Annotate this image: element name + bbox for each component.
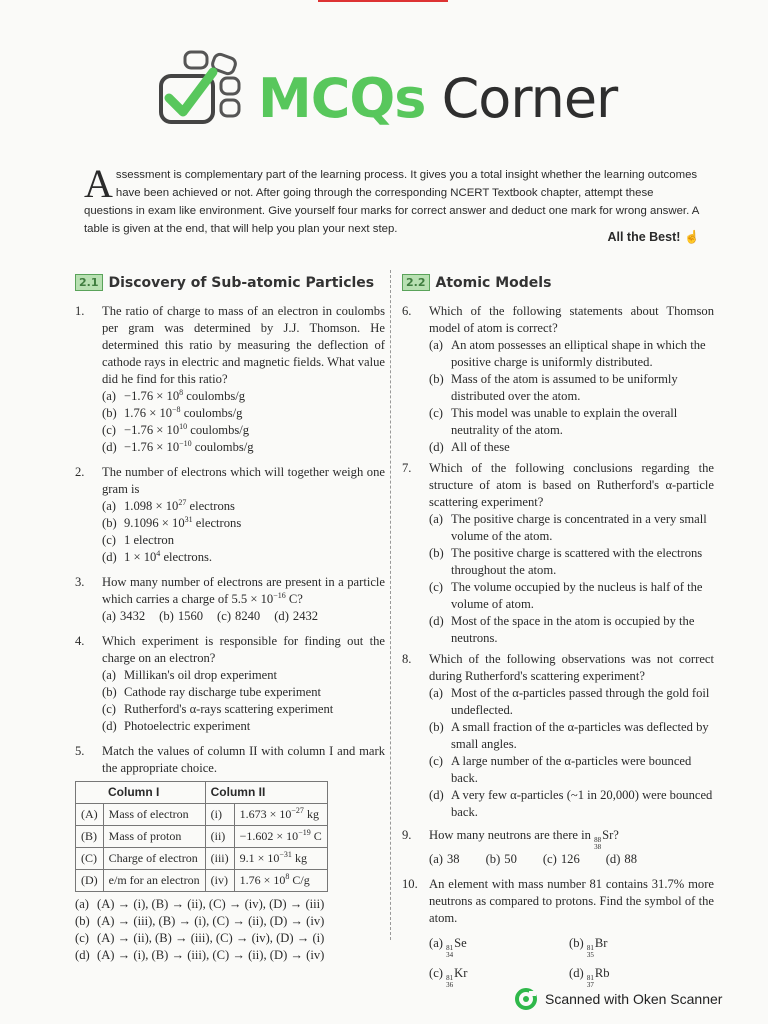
option-a <box>429 337 714 371</box>
option-a <box>429 511 714 545</box>
option-text: 1 electron <box>124 533 174 547</box>
column-2-cell <box>234 804 327 826</box>
cell-unit: C <box>310 829 322 843</box>
row-numeral: (i) <box>205 804 234 826</box>
row-numeral: (ii) <box>205 826 234 848</box>
option-d <box>429 439 714 456</box>
question-text: The number of electrons which will together weigh one gram is <box>102 465 385 496</box>
row-key: (D) <box>76 870 104 892</box>
nuclide-notation <box>594 837 601 851</box>
question-text: An element with mass number 81 contains 31.7% more neutrons as compared to protons. Find the symbol of the atom. <box>429 877 714 925</box>
option-label: (a) <box>102 609 116 623</box>
table-row <box>76 826 328 848</box>
exponent: −27 <box>291 806 304 815</box>
option-label: (b) <box>569 936 584 950</box>
option-label: (d) <box>102 719 117 733</box>
option-label: (a) <box>429 512 443 526</box>
exponent: 27 <box>178 498 187 507</box>
option-label: (c) <box>429 966 443 980</box>
option-text: 2432 <box>292 609 319 623</box>
option-unit: coulombs/g <box>191 440 254 454</box>
option-text: −1.76 × 10 <box>124 423 180 437</box>
cell-unit: kg <box>303 807 319 821</box>
option-d <box>429 613 714 647</box>
option-text: Most of the α-particles passed through the gold foil undeflected. <box>451 686 710 717</box>
option-text: −1.76 × 10 <box>124 440 180 454</box>
option-c <box>543 851 580 868</box>
option-text: (A) → (iii), (B) → (i), (C) → (ii), (D) → (iv) <box>97 914 325 928</box>
row-numeral: (iv) <box>205 870 234 892</box>
section-title: Discovery of Sub-atomic Particles <box>108 274 375 291</box>
question-text-unit: C? <box>285 592 303 606</box>
option-label: (c) <box>102 533 116 547</box>
option-text: The positive charge is scattered with the electrons throughout the atom. <box>451 546 703 577</box>
question-8 <box>402 651 714 821</box>
option-text: 1.098 × 10 <box>124 499 179 513</box>
question-6 <box>402 303 714 456</box>
option-text: The positive charge is concentrated in a very small volume of the atom. <box>451 512 707 543</box>
option-label: (b) <box>429 720 444 734</box>
option-text: 9.1096 × 10 <box>124 516 185 530</box>
question-number: 2. <box>75 465 85 479</box>
option-label: (c) <box>429 754 443 768</box>
option-label: (d) <box>102 550 117 564</box>
cell-value: 1.76 × 10 <box>239 873 286 887</box>
section-title: Atomic Models <box>435 274 552 291</box>
question-4 <box>75 633 385 735</box>
atomic-number: 35 <box>586 951 594 959</box>
option-text: All of these <box>451 440 510 454</box>
mass-number: 81 <box>586 974 594 982</box>
question-1 <box>75 303 385 456</box>
option-label: (d) <box>429 788 444 802</box>
option-label: (d) <box>274 609 289 623</box>
option-label: (c) <box>429 580 443 594</box>
pointing-hand-icon: ☝ <box>684 230 700 244</box>
option-unit: electrons <box>192 516 242 530</box>
section-header-2-2 <box>402 274 551 291</box>
option-b <box>429 719 714 753</box>
option-text: A small fraction of the α-particles was deflected by small angles. <box>451 720 709 751</box>
option-b <box>102 405 385 422</box>
option-text: Photoelectric experiment <box>124 719 251 733</box>
option-label: (b) <box>102 516 117 530</box>
column-1-cell: Mass of electron <box>103 804 205 826</box>
top-edge-line <box>318 0 448 2</box>
option-a <box>102 388 385 405</box>
cell-unit: kg <box>291 851 307 865</box>
option-b <box>102 515 385 532</box>
option-label: (a) <box>429 936 443 950</box>
option-label: (c) <box>429 406 443 420</box>
option-a <box>102 608 145 625</box>
atomic-number: 34 <box>446 951 454 959</box>
question-9 <box>402 827 714 868</box>
option-text: Millikan's oil drop experiment <box>124 668 278 682</box>
option-text: 1 × 10 <box>124 550 157 564</box>
option-unit: electrons. <box>160 550 213 564</box>
option-a <box>102 498 385 515</box>
option-a <box>75 896 385 913</box>
option-unit: coulombs/g <box>187 423 250 437</box>
option-c <box>429 965 569 989</box>
option-label: (c) <box>75 931 89 945</box>
cell-value: 9.1 × 10 <box>239 851 280 865</box>
question-number: 5. <box>75 744 85 758</box>
options-grid <box>429 935 714 989</box>
option-unit: electrons <box>186 499 235 513</box>
option-text: A very few α-particles (~1 in 20,000) were bounced back. <box>451 788 713 819</box>
atomic-number: 36 <box>446 981 454 989</box>
option-c <box>217 608 260 625</box>
question-2 <box>75 464 385 566</box>
option-label: (b) <box>102 685 117 699</box>
option-unit: coulombs/g <box>180 406 243 420</box>
option-text: This model was unable to explain the overall neutrality of the atom. <box>451 406 678 437</box>
oken-scanner-logo-icon <box>515 988 537 1010</box>
element-symbol: Br <box>594 936 608 950</box>
option-text: (A) → (ii), (B) → (iii), (C) → (iv), (D) → (i) <box>97 931 325 945</box>
option-label: (d) <box>605 852 621 866</box>
cell-value: 1.673 × 10 <box>239 807 292 821</box>
option-d <box>569 965 709 989</box>
option-b <box>569 935 709 959</box>
option-text: (A) → (i), (B) → (iii), (C) → (ii), (D) → (iv) <box>97 948 325 962</box>
question-text: Which experiment is responsible for finding out the charge on an electron? <box>102 634 385 665</box>
exponent: −16 <box>273 591 286 600</box>
option-label: (c) <box>217 609 232 623</box>
element-symbol: Se <box>454 936 467 950</box>
option-label: (b) <box>159 609 174 623</box>
question-number: 10. <box>402 877 418 891</box>
option-text: (A) → (i), (B) → (ii), (C) → (iv), (D) → (iii) <box>97 897 325 911</box>
mass-number: 88 <box>594 836 602 844</box>
option-text: 126 <box>560 852 580 866</box>
option-d <box>102 718 385 735</box>
question-text <box>429 827 714 851</box>
element-symbol: Kr <box>454 966 468 980</box>
cell-value: −1.602 × 10 <box>239 829 299 843</box>
option-c <box>429 753 714 787</box>
intro-paragraph <box>84 161 700 238</box>
atomic-number: 37 <box>586 981 594 989</box>
option-text: 50 <box>504 852 517 866</box>
option-d <box>102 439 385 456</box>
row-key: (C) <box>76 848 104 870</box>
title-mcqs: MCQs <box>258 67 426 130</box>
question-10 <box>402 876 714 989</box>
question-5 <box>75 743 385 777</box>
column-1-cell: e/m for an electron <box>103 870 205 892</box>
exponent: 10 <box>179 422 188 431</box>
option-a <box>102 667 385 684</box>
right-column <box>402 303 714 989</box>
option-a <box>429 685 714 719</box>
match-table <box>75 781 328 892</box>
options-row <box>102 608 385 625</box>
column-1-cell: Mass of proton <box>103 826 205 848</box>
exponent: −10 <box>179 439 192 448</box>
option-text: An atom possesses an elliptical shape in which the positive charge is uniformly distributed. <box>451 338 706 369</box>
question-text: Which of the following observations was not correct during Rutherford's scattering experiment? <box>429 652 714 683</box>
column-1-cell: Charge of electron <box>103 848 205 870</box>
option-label: (d) <box>102 440 117 454</box>
option-text: −1.76 × 10 <box>124 389 180 403</box>
column-2-cell <box>234 826 327 848</box>
title-corner: Corner <box>441 67 618 130</box>
row-key: (B) <box>76 826 104 848</box>
option-text: 8240 <box>235 609 261 623</box>
option-label: (a) <box>102 499 116 513</box>
exponent: −19 <box>298 828 311 837</box>
option-label: (d) <box>75 948 90 962</box>
option-label: (c) <box>542 852 557 866</box>
question-number: 9. <box>402 828 412 842</box>
mass-number: 81 <box>446 944 454 952</box>
question-number: 1. <box>75 304 85 318</box>
option-b <box>429 545 714 579</box>
exponent: 8 <box>179 388 184 397</box>
question-number: 6. <box>402 304 412 318</box>
nuclide-notation <box>587 975 594 989</box>
option-label: (c) <box>102 423 116 437</box>
question-number: 7. <box>402 461 412 475</box>
mass-number: 81 <box>586 944 594 952</box>
section-number: 2.1 <box>75 274 103 291</box>
option-c <box>429 405 714 439</box>
table-row <box>76 870 328 892</box>
option-label: (d) <box>429 440 444 454</box>
option-label: (b) <box>75 914 90 928</box>
question-number: 4. <box>75 634 85 648</box>
exponent: 31 <box>184 515 193 524</box>
exponent: −31 <box>279 850 292 859</box>
option-label: (b) <box>429 546 444 560</box>
option-c <box>102 701 385 718</box>
question-text: The ratio of charge to mass of an electron in coulombs per gram was determined by J.J. Thomson. He determined this ratio by measuring the deflection of cathode rays in electric and magnetic fields. What value did he find for this ratio? <box>102 304 385 386</box>
option-text: 88 <box>624 852 638 866</box>
question-text: Which of the following conclusions regarding the structure of atom is based on Rutherford's α-particle scattering experiment? <box>429 461 714 509</box>
options-row <box>429 851 714 868</box>
option-label: (a) <box>102 389 116 403</box>
question-3 <box>75 574 385 625</box>
column-header: Column II <box>205 782 327 804</box>
scanner-watermark <box>515 988 722 1010</box>
nuclide-notation <box>587 945 594 959</box>
intro-dropcap: A <box>84 161 113 206</box>
option-c <box>102 532 385 549</box>
option-d <box>606 851 637 868</box>
question-text: Which of the following statements about Thomson model of atom is correct? <box>429 304 714 335</box>
option-a <box>429 935 569 959</box>
option-label: (d) <box>429 614 444 628</box>
table-row <box>76 848 328 870</box>
question-text-main: How many number of electrons are present in a particle which carries a charge of 5.5 × 10 <box>102 575 385 606</box>
watermark-text: Scanned with Oken Scanner <box>545 991 723 1007</box>
option-d <box>102 549 385 566</box>
nuclide-notation <box>446 975 453 989</box>
column-header: Column I <box>76 782 206 804</box>
exponent: 8 <box>285 872 290 881</box>
option-label: (a) <box>102 668 116 682</box>
cell-unit: C/g <box>289 873 310 887</box>
mass-number: 81 <box>446 974 454 982</box>
option-label: (a) <box>429 852 443 866</box>
option-unit: coulombs/g <box>183 389 246 403</box>
option-label: (b) <box>102 406 117 420</box>
left-column <box>75 303 385 964</box>
option-text: Mass of the atom is assumed to be uniformly distributed over the atom. <box>451 372 678 403</box>
section-number: 2.2 <box>402 274 430 291</box>
option-d <box>75 947 385 964</box>
section-header-2-1 <box>75 274 374 291</box>
option-text: 1.76 × 10 <box>124 406 173 420</box>
option-label: (b) <box>429 372 444 386</box>
option-b <box>75 913 385 930</box>
question-text: Match the values of column II with column I and mark the appropriate choice. <box>102 744 385 775</box>
intro-text: ssessment is complementary part of the learning process. It gives you a total insight whether the learning outcomes have been achieved or not. After going through the corresponding NCERT Textbook chapter, attempt these questions in exam like environment. Give yourself four marks for correct answer and deduct one mark for wrong answer. A table is given at the end, that will help you plan your next step. <box>84 169 699 235</box>
table-header-row <box>76 782 328 804</box>
option-c <box>75 930 385 947</box>
exponent: 4 <box>156 549 161 558</box>
column-2-cell <box>234 870 327 892</box>
question-number: 3. <box>75 575 85 589</box>
option-label: (a) <box>75 897 89 911</box>
column-divider <box>390 270 391 940</box>
option-a <box>429 851 460 868</box>
option-d <box>274 608 318 625</box>
option-label: (a) <box>429 338 443 352</box>
atomic-number: 38 <box>594 843 602 851</box>
element-symbol: Sr? <box>602 828 619 842</box>
option-b <box>486 851 517 868</box>
sign-off <box>607 230 700 245</box>
option-text: Cathode ray discharge tube experiment <box>124 685 321 699</box>
element-symbol: Rb <box>594 966 610 980</box>
option-b <box>159 608 203 625</box>
row-numeral: (iii) <box>205 848 234 870</box>
table-row <box>76 804 328 826</box>
option-text: The volume occupied by the nucleus is half of the volume of atom. <box>451 580 703 611</box>
option-b <box>429 371 714 405</box>
option-b <box>102 684 385 701</box>
option-text: 1560 <box>177 609 204 623</box>
question-7 <box>402 460 714 647</box>
option-label: (a) <box>429 686 443 700</box>
option-text: Rutherford's α-rays scattering experiment <box>124 702 334 716</box>
checkbox-logo-icon <box>155 48 245 128</box>
option-c <box>102 422 385 439</box>
question-text-main: How many neutrons are there in <box>429 828 591 842</box>
option-label: (d) <box>569 966 584 980</box>
question-text <box>102 574 385 608</box>
sign-off-text: All the Best! <box>607 230 681 244</box>
option-d <box>429 787 714 821</box>
option-label: (c) <box>102 702 116 716</box>
row-key: (A) <box>76 804 104 826</box>
page-title <box>258 68 617 130</box>
nuclide-notation <box>446 945 453 959</box>
option-text: 3432 <box>119 609 146 623</box>
column-2-cell <box>234 848 327 870</box>
option-c <box>429 579 714 613</box>
option-label: (b) <box>485 852 501 866</box>
option-text: 38 <box>446 852 460 866</box>
exponent: −8 <box>172 405 181 414</box>
question-number: 8. <box>402 652 412 666</box>
option-text: Most of the space in the atom is occupied by the neutrons. <box>451 614 695 645</box>
option-text: A large number of the α-particles were bounced back. <box>451 754 692 785</box>
